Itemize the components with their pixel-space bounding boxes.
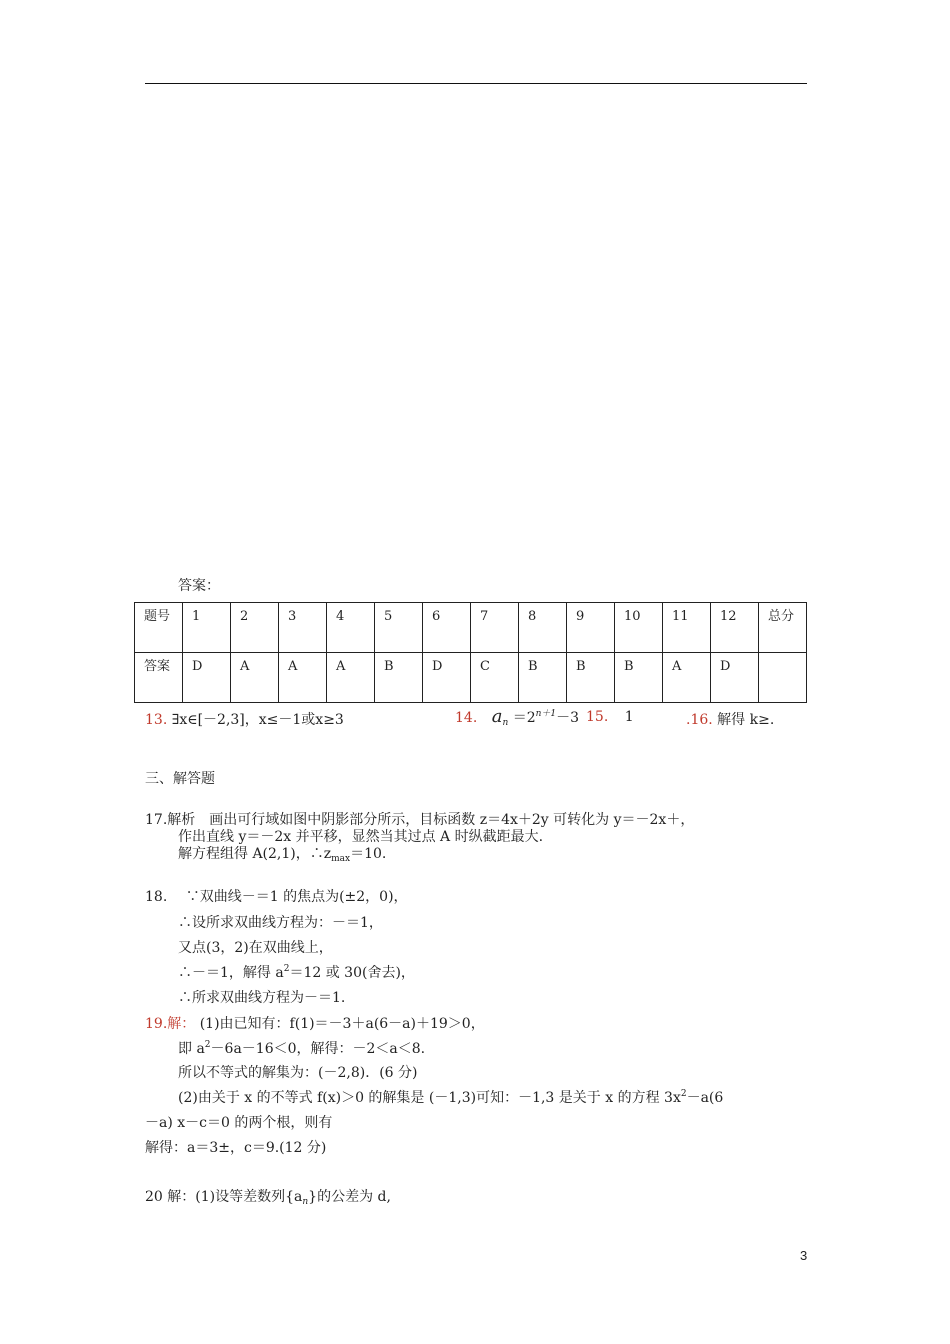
table-cell: B [567,653,615,703]
q17-text: 解方程组得 A(2,1)，∴z [178,846,332,862]
table-cell: 10 [615,603,663,653]
question-number: 15. [586,709,609,725]
q19-text: (2)由关于 x 的不等式 f(x)＞0 的解集是 (－1,3)可知：－1,3 是关于 x 的方程 3x [178,1090,681,1106]
question-number: 13. [145,712,168,728]
q18-text: ∴－＝1，解得 a [178,965,284,981]
q19-line [178,1087,723,1107]
formula-superscript: n＋1 [535,709,557,719]
table-cell: 3 [279,603,327,653]
answer-16 [686,709,774,729]
answer-text: 1 [624,709,634,725]
table-cell: 11 [663,603,711,653]
subscript: max [331,854,351,864]
q18-line: 又点(3，2)在双曲线上， [178,940,333,956]
table-cell: B [615,653,663,703]
table-cell: 5 [375,603,423,653]
table-cell: 7 [471,603,519,653]
answer-text: 解得 k≥. [717,712,775,728]
table-row-answers [135,653,807,703]
q20-text: 20 解：(1)设等差数列{a [145,1189,303,1205]
answer-15 [586,709,634,725]
superscript: 2 [204,1040,211,1050]
table-cell: 12 [711,603,759,653]
formula-symbol: a [491,706,503,727]
table-cell: A [279,653,327,703]
q18-text: ＝12 或 30(舍去)， [289,965,415,981]
subscript: n [302,1197,309,1207]
answer-14 [455,706,579,728]
page-number: 3 [800,1248,808,1263]
table-cell [759,653,807,703]
table-cell: D [423,653,471,703]
table-cell: D [183,653,231,703]
question-number: 14. [455,710,478,726]
superscript: 2 [283,964,290,974]
answer-table [134,602,807,703]
q18-line: ∴设所求双曲线方程为：－＝1， [178,915,383,931]
section-title: 三、解答题 [145,771,215,787]
formula-text: ＝2 [512,710,536,726]
question-number: .16. [686,712,713,728]
table-cell: A [231,653,279,703]
table-header-cell: 答案 [135,653,183,703]
table-cell: B [375,653,423,703]
q17-text: ＝10. [350,846,387,862]
answer-13 [145,709,344,729]
q19-line: 所以不等式的解集为：(－2,8)．(6 分) [178,1065,418,1081]
q19-text: (1)由已知有：f(1)＝－3＋a(6－a)＋19＞0， [199,1016,485,1032]
formula-text: －3 [556,710,580,726]
table-cell: A [663,653,711,703]
table-cell: 2 [231,603,279,653]
table-cell: 总分 [759,603,807,653]
q19-line [145,1013,485,1033]
table-cell: 1 [183,603,231,653]
q19-line: 解得：a＝3±，c＝9.(12 分) [145,1140,327,1156]
q17-line: 17.解析 画出可行域如图中阴影部分所示，目标函数 z＝4x＋2y 可转化为 y＝－2x＋， [145,812,695,828]
table-cell: 8 [519,603,567,653]
answers-title: 答案： [178,578,220,594]
table-cell: 4 [327,603,375,653]
superscript: 2 [680,1089,687,1099]
q19-line [178,1038,425,1058]
answer-text: ∃x∈[－2,3]，x≤－1或x≥3 [171,712,344,728]
table-cell: 6 [423,603,471,653]
table-cell: A [327,653,375,703]
q19-text: －6a－16＜0，解得：－2＜a＜8. [210,1041,426,1057]
table-cell: 9 [567,603,615,653]
q18-line: 18. ∵双曲线－＝1 的焦点为(±2，0)， [145,889,408,905]
q19-text: 即 a [178,1041,205,1057]
q18-line [178,962,415,982]
table-cell: C [471,653,519,703]
table-header-cell: 题号 [135,603,183,653]
formula-subscript: n [502,718,509,728]
question-label: 19.解： [145,1016,196,1032]
header-rule [145,83,807,84]
table-cell: B [519,653,567,703]
q17-line: 作出直线 y＝－2x 并平移，显然当其过点 A 时纵截距最大. [178,829,544,845]
table-cell: D [711,653,759,703]
q19-line: －a) x－c＝0 的两个根，则有 [145,1115,333,1131]
table-row-numbers [135,603,807,653]
q18-line: ∴所求双曲线方程为－＝1. [178,990,346,1006]
q17-line [178,843,386,864]
q19-text: －a(6 [686,1090,724,1106]
q20-text: }的公差为 d, [308,1189,391,1205]
q20-line [145,1186,391,1207]
